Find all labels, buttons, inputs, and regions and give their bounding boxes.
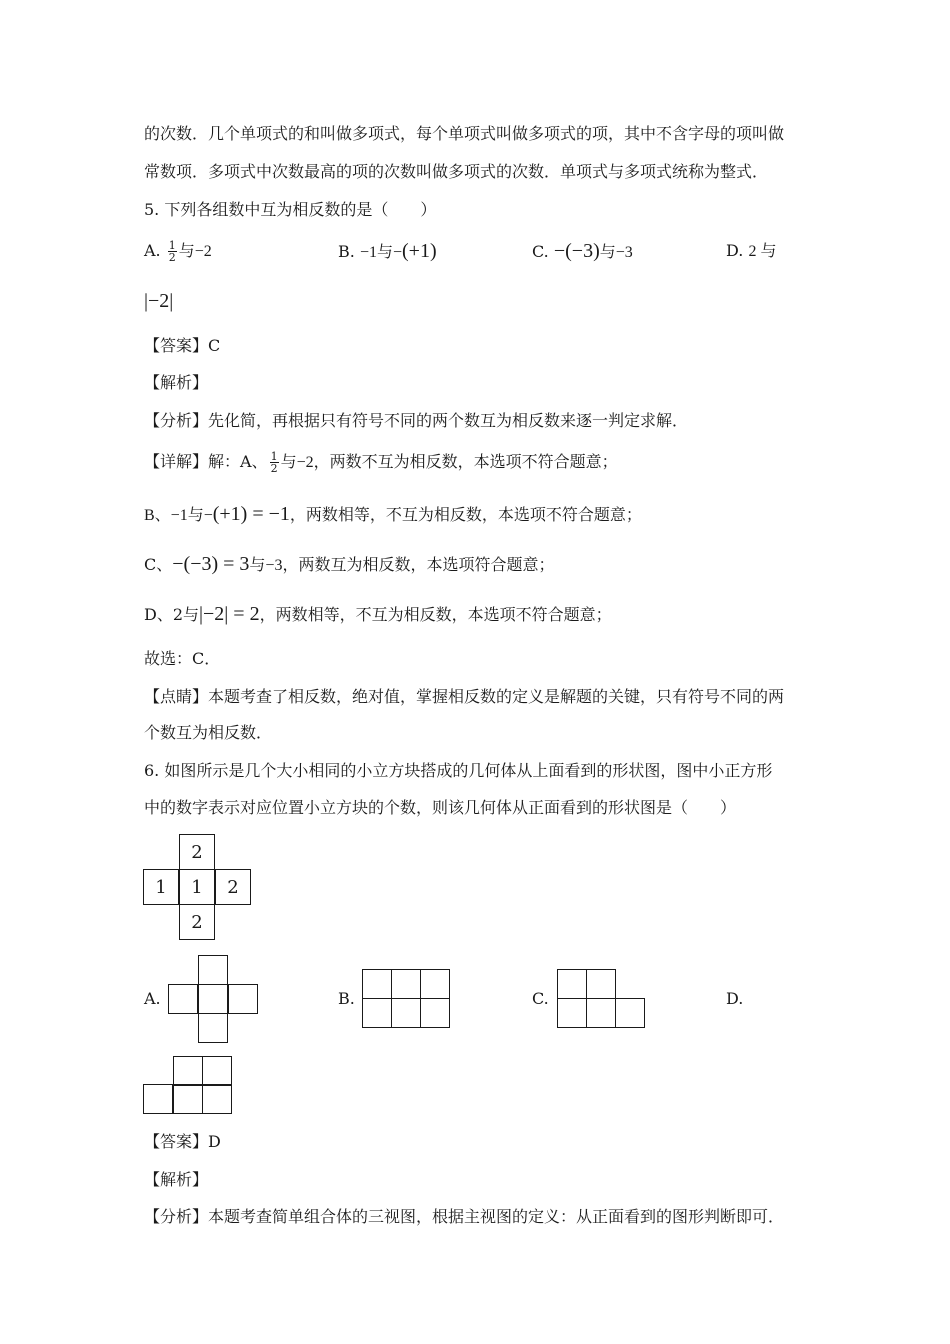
detail-line-d: D、2与|−2| = 2，两数相等，不互为相反数，本选项不符合题意； <box>144 603 612 625</box>
square <box>391 969 421 999</box>
grid-cell-left: 1 <box>143 869 179 905</box>
analysis-heading: 【解析】 <box>144 373 209 392</box>
top-view-grid <box>143 834 253 940</box>
square <box>615 998 645 1028</box>
square <box>586 998 616 1028</box>
square <box>420 969 450 999</box>
fraction: $\frac{1}{2}$ <box>168 239 176 264</box>
conclusion: 故选：C． <box>144 649 221 668</box>
q6-option-d-label: D. <box>726 989 744 1008</box>
grid-cell-top: 2 <box>179 834 215 870</box>
detail-line-c: C、−(−3) = 3与−3，两数互为相反数，本选项符合题意； <box>144 553 555 575</box>
q5-option-a: A. $\frac{1}{2}$ 与−2 <box>144 239 212 264</box>
comment-line-2: 个数互为相反数． <box>144 723 273 742</box>
analysis-text: 【分析】先化简，再根据只有符号不同的两个数互为相反数来逐一判定求解． <box>144 411 689 430</box>
analysis-heading: 【解析】 <box>144 1170 209 1189</box>
q6-option-d-figure <box>143 1056 233 1114</box>
square <box>202 1056 232 1086</box>
q6-option-b-label: B. <box>338 989 355 1008</box>
square <box>202 1084 232 1114</box>
grid-cell-bottom: 2 <box>179 904 215 940</box>
square <box>173 1056 203 1086</box>
q6-option-c-label: C. <box>532 989 549 1008</box>
text-line: 常数项．多项式中次数最高的项的次数叫做多项式的次数．单项式与多项式统称为整式． <box>144 162 769 181</box>
q6-option-a-label: A. <box>144 989 161 1008</box>
square <box>198 1013 228 1043</box>
square <box>557 969 587 999</box>
q6-option-a-figure <box>168 955 258 1045</box>
comment-line-1: 【点睛】本题考查了相反数，绝对值，掌握相反数的定义是解题的关键，只有符号不同的两 <box>144 687 785 706</box>
square <box>143 1084 173 1114</box>
square <box>420 998 450 1028</box>
q5-option-b: B. −1与−(+1) <box>338 240 437 262</box>
detail-line-a: 【详解】解：A、 $\frac{1}{2}$ 与−2，两数不互为相反数，本选项不符合题意； <box>144 450 618 475</box>
question-6-stem-1: 6. 如图所示是几个大小相同的小立方块搭成的几何体从上面看到的形状图，图中小正方形 <box>144 761 773 780</box>
square <box>391 998 421 1028</box>
analysis-text: 【分析】本题考查简单组合体的三视图，根据主视图的定义：从正面看到的图形判断即可． <box>144 1207 785 1226</box>
detail-line-b: B、−1与−(+1) = −1，两数相等，不互为相反数，本选项不符合题意； <box>144 503 642 525</box>
square <box>173 1084 203 1114</box>
square <box>362 969 392 999</box>
question-5-stem: 5. 下列各组数中互为相反数的是（ ） <box>144 200 437 219</box>
square <box>362 998 392 1028</box>
square <box>198 955 228 985</box>
q6-option-c-figure <box>557 969 647 1029</box>
q5-option-c: C. −(−3)与−3 <box>532 240 633 262</box>
square <box>557 998 587 1028</box>
question-6-stem-2: 中的数字表示对应位置小立方块的个数，则该几何体从正面看到的形状图是（ ） <box>144 798 737 817</box>
square <box>168 984 198 1014</box>
answer: 【答案】D <box>144 1132 221 1151</box>
grid-cell-center: 1 <box>179 869 215 905</box>
grid-cell-right: 2 <box>215 869 251 905</box>
q6-option-b-figure <box>362 969 452 1029</box>
q5-option-d-cont: |−2| <box>144 290 174 312</box>
q5-option-d: D. 2 与 <box>726 241 777 260</box>
square <box>198 984 228 1014</box>
answer: 【答案】C <box>144 336 221 355</box>
text-line: 的次数．几个单项式的和叫做多项式，每个单项式叫做多项式的项，其中不含字母的项叫做 <box>144 124 785 143</box>
square <box>586 969 616 999</box>
fraction: $\frac{1}{2}$ <box>270 450 278 475</box>
square <box>228 984 258 1014</box>
